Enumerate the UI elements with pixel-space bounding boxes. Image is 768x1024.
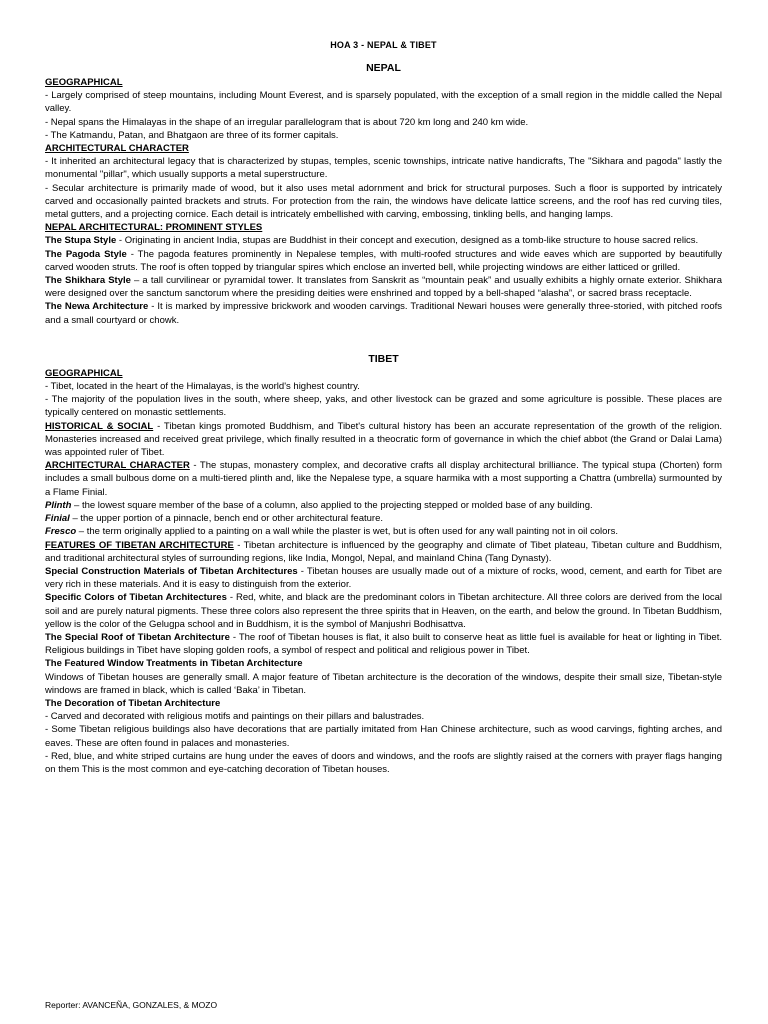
- decoration-paragraph-3: - Red, blue, and white striped curtains are hung under the eaves of doors and windows, and the roofs are slightly raised at the corners with prayer flags hanging on them This is the most common and eye-catching decoration of Tibetan houses.: [45, 750, 722, 775]
- plinth-label: Plinth: [45, 499, 72, 511]
- finial-label: Finial: [45, 513, 70, 525]
- tibet-arch-label: ARCHITECTURAL CHARACTER: [45, 460, 190, 472]
- section-title-nepal: NEPAL: [366, 62, 401, 74]
- window-heading: The Featured Window Treatments in Tibetan Architecture: [45, 658, 303, 670]
- historical-social-label: HISTORICAL & SOCIAL: [45, 420, 154, 432]
- decoration-paragraph-2: - Some Tibetan religious buildings also have decorations that are partially imitated from Han Chinese architecture, such as wood carvings, fighting arches, and eaves. These are often found in palaces and monasteries.: [45, 724, 722, 749]
- features-label: FEATURES OF TIBETAN ARCHITECTURE: [45, 539, 234, 551]
- newa-architecture-label: The Newa Architecture: [45, 301, 149, 313]
- nepal-arch-heading: ARCHITECTURAL CHARACTER: [45, 143, 189, 155]
- fresco-paragraph: [45, 525, 722, 538]
- document-page: [45, 40, 722, 776]
- finial-text: – the upper portion of a pinnacle, bench end or other architectural feature.: [69, 513, 383, 525]
- plinth-text: – the lowest square member of the base of a column, also applied to the projecting stepped or molded base of any building.: [71, 499, 593, 511]
- shikhara-style-text: – a tall curvilinear or pyramidal tower. It translates from Sanskrit as “mountain peak” and usually exhibits a highly ornate exterior. Shikhara were designed over the sanctum sanctorum where the presiding deities were enshrined and topped by a bell-shaped “alasha”, or sacred brass receptacle.: [45, 275, 722, 300]
- nepal-geo-paragraph-2: - Nepal spans the Himalayas in the shape of an irregular parallelogram that is about 720 km long and 240 km wide.: [45, 116, 529, 128]
- colors-text: - Red, white, and black are the predominant colors in Tibetan architecture. All three colors are derived from the local soil and are purely natural pigments. These three colors also represent the three spirits that in Heaven, on the earth, and below the ground. In Tibetan Buddhism, yellow is the color of the Gelugpa school and in Buddhism, it is the symbol of Manjushri Bodhisattva.: [45, 592, 723, 630]
- nepal-newa-paragraph: [45, 300, 722, 326]
- colors-label: Specific Colors of Tibetan Architectures: [45, 592, 227, 604]
- pagoda-style-label: The Pagoda Style: [45, 248, 127, 260]
- decoration-paragraph-1: - Carved and decorated with religious motifs and paintings on their pillars and balustrades.: [45, 711, 425, 723]
- nepal-geo-paragraph-3: - The Katmandu, Patan, and Bhatgaon are three of its former capitals.: [45, 129, 339, 141]
- finial-paragraph: [45, 512, 722, 525]
- tibet-arch-paragraph: [45, 459, 722, 499]
- document-title: HOA 3 - NEPAL & TIBET: [330, 40, 437, 50]
- nepal-geo-paragraph-1: - Largely comprised of steep mountains, including Mount Everest, and is sparsely populated, with the exception of a small region in the middle called the Nepal valley.: [45, 90, 722, 115]
- tibet-geo-paragraph-1: - Tibet, located in the heart of the Himalayas, is the world's highest country.: [45, 381, 360, 393]
- nepal-geographical-heading: GEOGRAPHICAL: [45, 77, 123, 88]
- nepal-pagoda-paragraph: [45, 248, 722, 274]
- section-title-tibet: TIBET: [368, 352, 399, 365]
- decoration-heading: The Decoration of Tibetan Architecture: [45, 697, 221, 709]
- features-text: - Tibetan architecture is influenced by the geography and climate of Tibet plateau, Tibetan culture and Buddhism, and traditional architectural styles of surrounding regions, like India, Mongol, Nepal, and mainland China (Tang Dynasty).: [45, 539, 722, 564]
- window-paragraph: Windows of Tibetan houses are generally small. A major feature of Tibetan architecture is the decoration of the windows, despite their small size, Tibetan-style windows are framed in black, which is called ‘Baka’ in Tibetan.: [45, 671, 722, 696]
- materials-label: Special Construction Materials of Tibetan Architectures: [45, 565, 298, 577]
- historical-social-text: - Tibetan kings promoted Buddhism, and Tibet's cultural history has been an accurate representation of the growth of the religion. Monasteries increased and received great privilege, which finally resulted in a theocratic form of governance in which the chief abbot (the Grand or Dalai Lama) was appointed ruler of Tibet.: [45, 420, 722, 459]
- reporter-footer: Reporter: AVANCEÑA, GONZALES, & MOZO: [45, 1000, 218, 1010]
- stupa-style-text: - Originating in ancient India, stupas are Buddhist in their concept and execution, designed as a tomb-like structure to house sacred relics.: [116, 235, 699, 247]
- nepal-arch-paragraph-1: - It inherited an architectural legacy that is characterized by stupas, temples, scenic townships, intricate native handicrafts, The "Sikhara and pagoda" lastly the monumental "pillar", which usually supports a metal superstructure.: [45, 156, 722, 181]
- fresco-label: Fresco: [45, 526, 77, 538]
- fresco-text: – the term originally applied to a painting on a wall while the plaster is wet, but is often used for any wall painting not in oil colors.: [76, 526, 618, 538]
- nepal-stupa-paragraph: [45, 234, 722, 247]
- pagoda-style-text: - The pagoda features prominently in Nepalese temples, with multi-roofed structures and wide eaves which are supported by beautifully carved wooden struts. The roof is often topped by triangular spires which enclose an inverted bell, while projecting windows are either latticed or grilled.: [45, 248, 722, 273]
- materials-paragraph: [45, 565, 722, 591]
- materials-text: - Tibetan houses are usually made out of a mixture of rocks, wood, cement, and earth for Tibet are very rich in these materials. And it is easy to distinguish from the exterior.: [45, 565, 722, 591]
- stupa-style-label: The Stupa Style: [45, 235, 117, 247]
- colors-paragraph: [45, 591, 722, 631]
- tibet-arch-text: - The stupas, monastery complex, and decorative crafts all display architectural brilliance. The typical stupa (Chorten) form includes a small bulbous dome on a multi-tiered plinth and, like the Nepalese type, a square harmika with a most supporting a Chattra (umbrella) surmounted by a Flame Finial.: [45, 460, 722, 498]
- plinth-paragraph: [45, 499, 722, 512]
- nepal-arch-paragraph-2: - Secular architecture is primarily made of wood, but it also uses metal adornment and brick for structural purposes. Such a floor is supported by intricately carved and occasionally painted brackets and struts. For protection from the rain, the windows have delicate lattice screens, and the roof has red curving tiles, metal gutters, and a projecting cornice. Each detail is intricately embellished with carving, embossing, tinkling bells, and hanging lamps.: [45, 182, 722, 221]
- roof-text: - The roof of Tibetan houses is flat, it also built to conserve heat as little fuel is available for heat or lighting in Tibet. Religious buildings in Tibet have sloping golden roofs, a symbol of respect and political and religious power in Tibet.: [45, 631, 722, 657]
- tibet-historical-paragraph: [45, 420, 722, 460]
- tibet-geographical-heading: GEOGRAPHICAL: [45, 367, 123, 379]
- tibet-geo-paragraph-2: - The majority of the population lives in the south, where sheep, yaks, and other livestock can be grazed and some agriculture is possible. These places are typically centered on monastic settlements.: [45, 394, 722, 419]
- roof-label: The Special Roof of Tibetan Architecture: [45, 631, 230, 643]
- roof-paragraph: [45, 631, 722, 657]
- nepal-shikhara-paragraph: [45, 274, 722, 300]
- shikhara-style-label: The Shikhara Style: [45, 275, 131, 287]
- features-paragraph: [45, 539, 722, 565]
- newa-architecture-text: - It is marked by impressive brickwork and wooden carvings. Traditional Newari houses were generally three-storied, with pitched roofs and a small courtyard or chowk.: [45, 301, 723, 326]
- nepal-styles-heading: NEPAL ARCHITECTURAL: PROMINENT STYLES: [45, 222, 263, 234]
